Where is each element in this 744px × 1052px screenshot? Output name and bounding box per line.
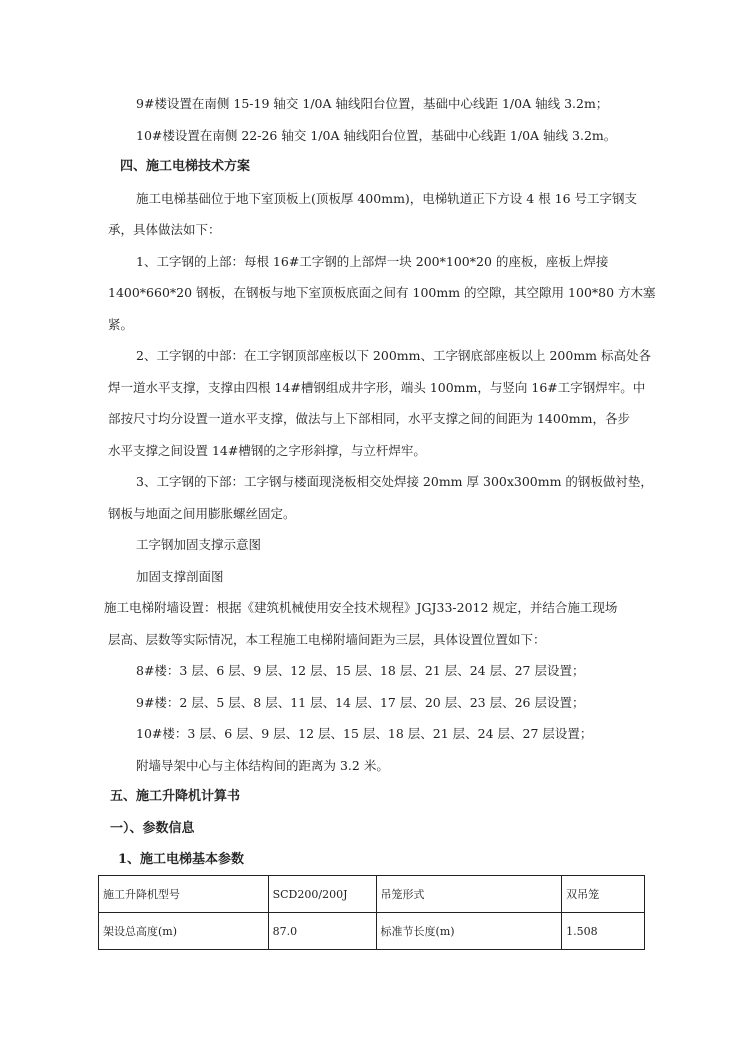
paragraph-line: 1400*660*20 钢板，在钢板与地下室顶板底面之间有 100mm 的空隙，其空隙用 100*80 方木塞 (108, 285, 656, 300)
figure-caption: 加固支撑剖面图 (136, 568, 224, 584)
paragraph-line: 钢板与地面之间用膨胀螺丝固定。 (108, 505, 296, 521)
document-body (0, 88, 744, 876)
table-cell: SCD200/200J (268, 876, 376, 913)
subsection-heading: 一）、参数信息 (110, 820, 195, 836)
table-cell: 架设总高度(m) (99, 913, 269, 950)
paragraph-line: 10#楼设置在南侧 22-26 轴交 1/0A 轴线阳台位置，基础中心线距 1/0A 轴线 3.2m。 (136, 127, 617, 143)
paragraph-line: 8#楼：3 层、6 层、9 层、12 层、15 层、18 层、21 层、24 层、27 层设置； (136, 663, 585, 678)
table-cell: 87.0 (268, 913, 376, 950)
paragraph-line: 1、工字钢的上部：每根 16#工字钢的上部焊一块 200*100*20 的座板，座板上焊接 (136, 253, 609, 269)
paragraph-line: 紧。 (108, 316, 134, 332)
table-cell: 标准节长度(m) (376, 913, 562, 950)
table-cell: 1.508 (562, 913, 645, 950)
paragraph-line: 3、工字钢的下部：工字钢与楼面现浇板相交处焊接 20mm 厚 300x300mm 的钢板做衬垫， (136, 474, 653, 489)
paragraph-line: 9#楼设置在南侧 15-19 轴交 1/0A 轴线阳台位置，基础中心线距 1/0A 轴线 3.2m； (136, 96, 609, 111)
section-heading: 五、施工升降机计算书 (110, 789, 241, 804)
paragraph-line: 部按尺寸均分设置一道水平支撑，做法与上下部相同，水平支撑之间的间距为 1400mm，各步 (108, 411, 630, 426)
table-cell: 双吊笼 (562, 876, 645, 913)
paragraph-line: 附墙导架中心与主体结构间的距离为 3.2 米。 (136, 757, 389, 773)
paragraph-line: 施工电梯附墙设置：根据《建筑机械使用安全技术规程》JGJ33-2012 规定，并结合施工现场 (104, 600, 618, 615)
paragraph-line: 施工电梯基础位于地下室顶板上(顶板厚 400mm)，电梯轨道正下方设 4 根 16 号工字钢支 (136, 190, 638, 206)
paragraph-line: 9#楼：2 层、5 层、8 层、11 层、14 层、17 层、20 层、23 层、26 层设置； (136, 694, 585, 710)
paragraph-line: 2、工字钢的中部：在工字钢顶部座板以下 200mm、工字钢底部座板以上 200mm 标高处各 (136, 348, 652, 363)
paragraph-line: 焊一道水平支撑，支撑由四根 14#槽钢组成井字形，端头 100mm，与竖向 16#工字钢焊牢。中 (108, 379, 646, 395)
paragraph-line: 层高、层数等实际情况，本工程施工电梯附墙间距为三层，具体设置位置如下： (108, 631, 546, 647)
table-cell: 施工升降机型号 (99, 876, 269, 913)
table-row (99, 876, 645, 913)
subsection-heading: 1、施工电梯基本参数 (118, 852, 245, 867)
parameter-table (98, 875, 645, 950)
section-heading: 四、施工电梯技术方案 (120, 159, 251, 174)
table-row (99, 913, 645, 950)
paragraph-line: 承，具体做法如下： (108, 222, 221, 237)
figure-caption: 工字钢加固支撑示意图 (136, 537, 262, 552)
paragraph-line: 10#楼：3 层、6 层、9 层、12 层、15 层、18 层、21 层、24 层、27 层设置； (136, 726, 593, 741)
table-cell: 吊笼形式 (376, 876, 562, 913)
paragraph-line: 水平支撑之间设置 14#槽钢的之字形斜撑，与立杆焊牢。 (108, 442, 426, 458)
